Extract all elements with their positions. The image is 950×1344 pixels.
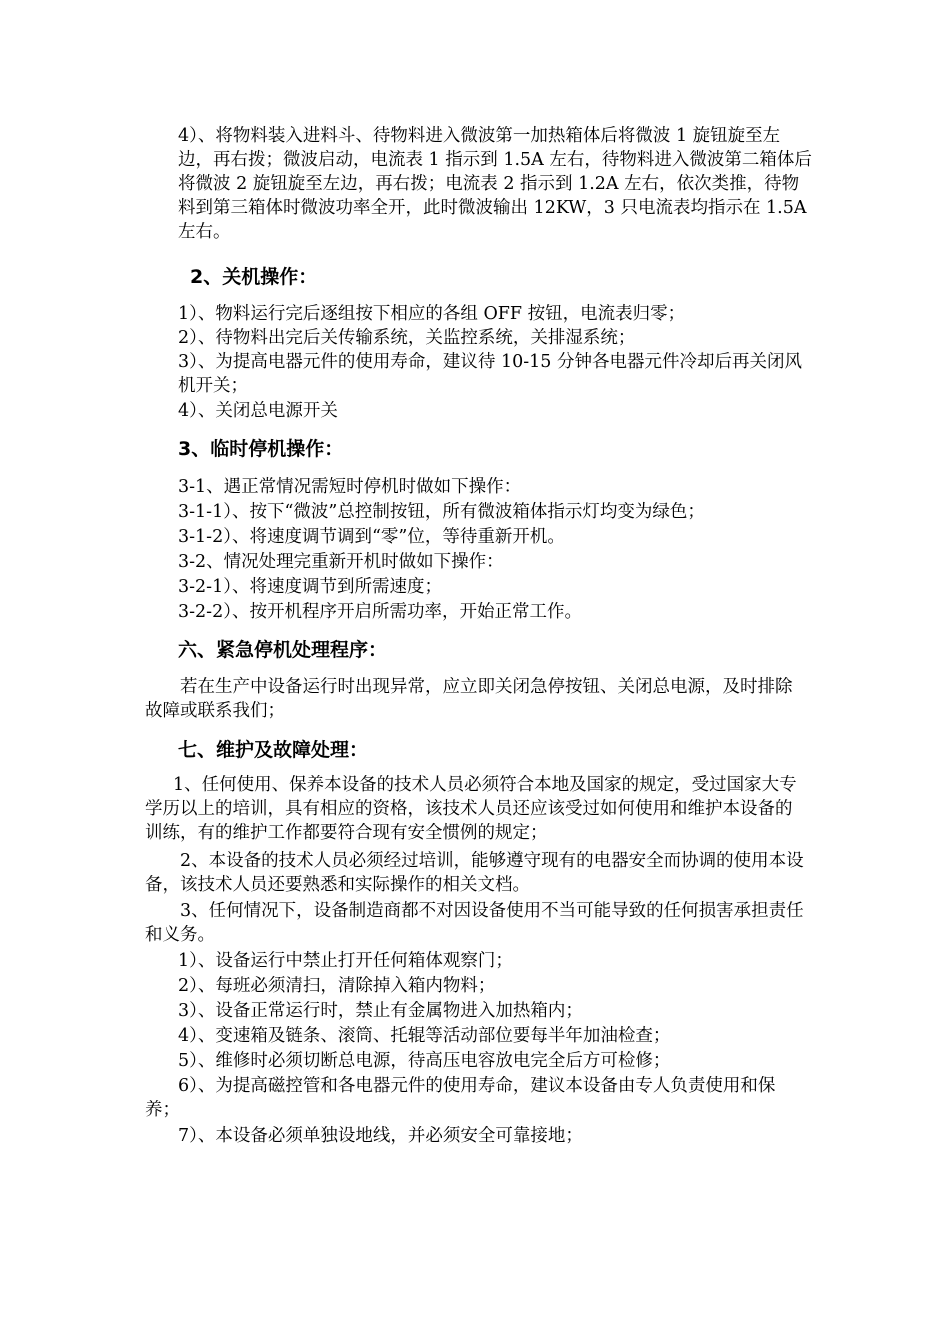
emergency-heading: 六、紧急停机处理程序： xyxy=(178,639,388,661)
maintenance-para-1: 1、任何使用、保养本设备的技术人员必须符合本地及国家的规定，受过国家大专学历以上的培训，具有相应的资格，该技术人员还应该受过如何使用和维护本设备的训练，有的维护工作都要符合现有安全惯例的规定； xyxy=(145,775,797,843)
temp-stop-item-3-1-2: 3-1-2）、将速度调节调到“零”位，等待重新开机。 xyxy=(178,527,565,547)
emergency-text: 若在生产中设备运行时出现异常，应立即关闭急停按钮、关闭总电源，及时排除故障或联系我们； xyxy=(145,677,793,721)
maintenance-item-5: 5）、维修时必须切断总电源，待高压电容放电完全后方可检修； xyxy=(178,1051,671,1071)
temp-stop-item-3-1-1: 3-1-1）、按下“微波”总控制按钮，所有微波箱体指示灯均变为绿色； xyxy=(178,502,705,522)
temp-stop-item-3-2: 3-2、情况处理完重新开机时做如下操作： xyxy=(178,552,504,572)
temp-stop-item-3-2-2: 3-2-2）、按开机程序开启所需功率，开始正常工作。 xyxy=(178,602,582,622)
maintenance-item-1: 1）、设备运行中禁止打开任何箱体观察门； xyxy=(178,951,513,971)
shutdown-step-1: 1）、物料运行完后逐组按下相应的各组 OFF 按钮，电流表归零； xyxy=(178,304,686,324)
maintenance-item-6: 6）、为提高磁控管和各电器元件的使用寿命，建议本设备由专人负责使用和保养； xyxy=(145,1076,776,1120)
temp-stop-item-3-2-1: 3-2-1）、将速度调节到所需速度； xyxy=(178,577,442,597)
maintenance-item-7: 7）、本设备必须单独设地线，并必须安全可靠接地； xyxy=(178,1126,583,1146)
maintenance-heading: 七、维护及故障处理： xyxy=(178,739,369,761)
maintenance-item-4: 4）、变速箱及链条、滚筒、托辊等活动部位要每半年加油检查； xyxy=(178,1026,671,1046)
temp-stop-heading: 3、临时停机操作： xyxy=(178,438,344,460)
shutdown-step-4: 4）、关闭总电源开关 xyxy=(178,401,338,421)
maintenance-item-2: 2）、每班必须清扫，清除掉入箱内物料； xyxy=(178,976,496,996)
maintenance-item-3: 3）、设备正常运行时，禁止有金属物进入加热箱内； xyxy=(178,1001,583,1021)
temp-stop-item-3-1: 3-1、遇正常情况需短时停机时做如下操作： xyxy=(178,477,522,497)
maintenance-para-3: 3、任何情况下，设备制造商都不对因设备使用不当可能导致的任何损害承担责任和义务。 xyxy=(145,901,804,945)
shutdown-heading: 2、关机操作： xyxy=(190,266,318,288)
startup-step-4: 4）、将物料装入进料斗、待物料进入微波第一加热箱体后将微波 1 旋钮旋至左边，再右拨；微波启动，电流表 1 指示到 1.5A 左右，待物料进入微波第二箱体后将微波 2 旋钮旋至左边，再右拨；电流表 2 指示到 1.2A 左右，依次类推，待物料到第三箱体时微波功率全开，此时微波输出 12KW，3 只电流表均指示在 1.5A 左右。 xyxy=(178,126,812,242)
maintenance-para-2: 2、本设备的技术人员必须经过培训，能够遵守现有的电器安全而协调的使用本设备，该技术人员还要熟悉和实际操作的相关文档。 xyxy=(145,851,804,895)
shutdown-step-3: 3）、为提高电器元件的使用寿命，建议待 10-15 分钟各电器元件冷却后再关闭风机开关； xyxy=(178,352,802,396)
shutdown-step-2: 2）、待物料出完后关传输系统，关监控系统，关排湿系统； xyxy=(178,328,636,348)
